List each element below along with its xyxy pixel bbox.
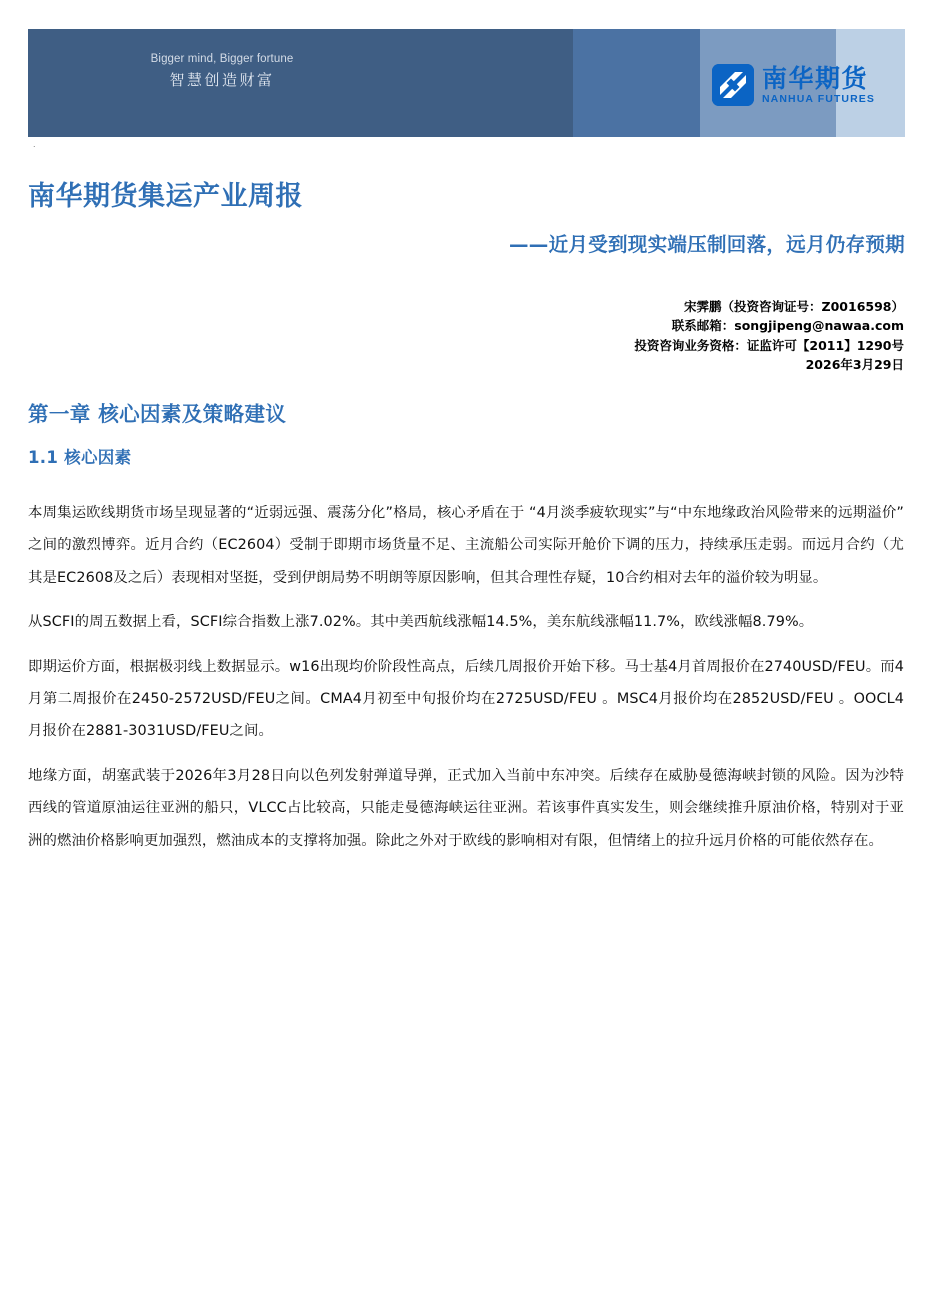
date-line: 2026年3月29日 xyxy=(805,357,904,373)
chapter-heading: 第一章 核心因素及策略建议 xyxy=(28,402,287,426)
page-title: 南华期货集运产业周报 xyxy=(28,181,303,212)
paragraph: 地缘方面，胡塞武装于2026年3月28日向以色列发射弹道导弹，正式加入当前中东冲突。后续存在威胁曼德海峡封锁的风险。因为沙特西线的管道原油运往亚洲的船只，VLCC占比较高，只能走曼德海峡运往亚洲。若该事件真实发生，则会继续推升原油价格，特别对于亚洲的燃油价格影响更加强烈，燃油成本的支撑将加强。除此之外对于欧线的影响相对有限，但情绪上的拉升远月价格的可能依然存在。 xyxy=(28,767,904,849)
page-subtitle: ——近月受到现实端压制回落，远月仍存预期 xyxy=(508,233,905,256)
banner-band-medium xyxy=(573,29,700,137)
logo-text-block xyxy=(762,63,876,105)
author-meta-block xyxy=(634,297,904,375)
banner-band-dark xyxy=(28,29,573,137)
logo-chinese-name: 南华期货 xyxy=(762,63,869,93)
tagline-chinese: 智慧创造财富 xyxy=(169,71,275,89)
nanhua-logo-icon xyxy=(712,64,754,106)
section-heading: 1.1 核心因素 xyxy=(28,448,132,467)
body-content xyxy=(28,497,904,857)
license-line: 投资咨询业务资格：证监许可【2011】1290号 xyxy=(634,337,904,353)
paragraph: 本周集运欧线期货市场呈现显著的“近弱远强、震荡分化”格局，核心矛盾在于 “4月淡季疲软现实”与“中东地缘政治风险带来的远期溢价” 之间的激烈博弈。近月合约（EC2604）受制于即期市场货量不足、主流船公司实际开舱价下调的压力，持续承压走弱。而远月合约（尤其是EC2608及之后）表现相对坚挺，受到伊朗局势不明朗等原因影响，但其合理性存疑，10合约相对去年的溢价较为明显。 xyxy=(28,505,904,586)
company-logo xyxy=(712,62,875,108)
author-line: 宋霁鹏（投资咨询证号：Z0016598） xyxy=(684,299,904,314)
tagline-english: Bigger mind, Bigger fortune xyxy=(150,53,294,65)
paragraph: 从SCFI的周五数据上看，SCFI综合指数上涨7.02%。其中美西航线涨幅14.5%，美东航线涨幅11.7%，欧线涨幅8.79%。 xyxy=(28,614,814,631)
email-line: 联系邮箱：songjipeng@nawaa.com xyxy=(671,318,904,334)
paragraph: 即期运价方面，根据极羽线上数据显示。w16出现均价阶段性高点，后续几周报价开始下移。马士基4月首周报价在2740USD/FEU。而4月第二周报价在2450-2572USD/FEU之间。CMA4月初至中旬报价均在2725USD/FEU 。MSC4月报价均在2852USD/FEU 。OOCL4月报价在2881-3031USD/FEU之间。 xyxy=(28,658,904,740)
stray-dot-mark: . xyxy=(33,139,36,149)
logo-english-name: NANHUA FUTURES xyxy=(762,92,876,105)
